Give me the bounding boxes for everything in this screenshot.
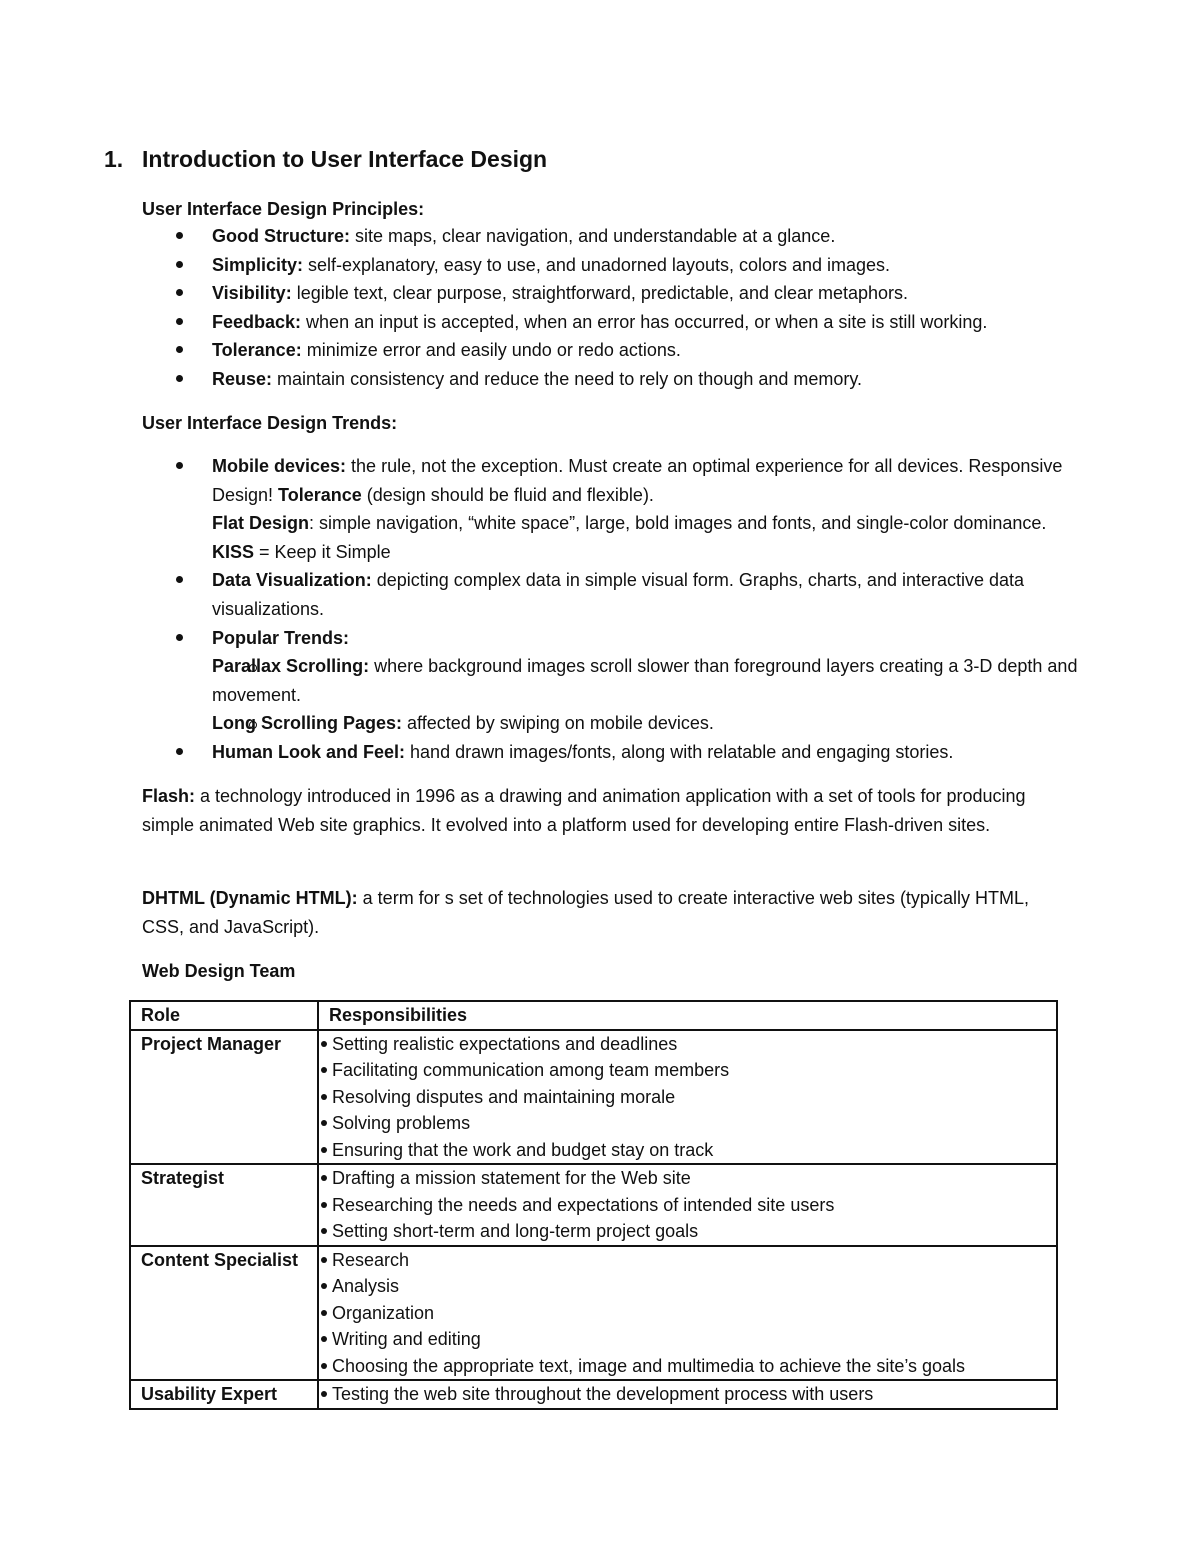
table-row — [130, 1030, 1057, 1165]
responsibility-text: Solving problems — [332, 1113, 471, 1133]
role-column-header: Role — [130, 1001, 318, 1030]
bullet-icon — [321, 1041, 327, 1047]
responsibility-text: Research — [332, 1249, 410, 1270]
table-row — [130, 1380, 1057, 1409]
responsibility-text: Organization — [332, 1302, 435, 1323]
list-item: Data Visualization: depicting complex data in simple visual form. Graphs, charts, and interactive data visualizations. — [142, 566, 1082, 623]
responsibilities-cell — [318, 1164, 1057, 1246]
responsibility-item — [321, 1031, 1052, 1058]
bullet-icon — [176, 375, 183, 382]
bullet-icon — [176, 318, 183, 325]
list-item: Tolerance: minimize error and easily undo or redo actions. — [142, 336, 1082, 365]
bullet-icon — [321, 1283, 327, 1289]
list-item: Good Structure: site maps, clear navigation, and understandable at a glance. — [142, 222, 1082, 251]
role-cell: Project Manager — [130, 1030, 318, 1165]
responsibility-item — [321, 1165, 1052, 1192]
responsibility-text: Researching the needs and expectations of intended site users — [332, 1194, 835, 1215]
list-item: Simplicity: self-explanatory, easy to use, and unadorned layouts, colors and images. — [142, 251, 1082, 280]
responsibility-item — [321, 1137, 1052, 1164]
bullet-icon — [176, 634, 183, 641]
list-item: Popular Trends: — [142, 624, 1082, 653]
responsibility-item — [321, 1057, 1052, 1084]
section-heading — [104, 142, 547, 176]
bullet-icon — [321, 1147, 327, 1153]
responsibility-item — [321, 1273, 1052, 1300]
responsibility-item — [321, 1110, 1052, 1137]
responsibility-text: Drafting a mission statement for the Web site — [332, 1168, 691, 1188]
team-title: Web Design Team — [142, 961, 296, 981]
responsibility-item — [321, 1300, 1052, 1327]
bullet-icon — [321, 1094, 327, 1100]
list-item: Visibility: legible text, clear purpose, straightforward, predictable, and clear metaphors. — [142, 279, 1082, 308]
responsibility-item — [321, 1353, 1052, 1380]
responsibilities-cell — [318, 1380, 1057, 1409]
list-item: Feedback: when an input is accepted, when an error has occurred, or when a site is still working. — [142, 308, 1082, 337]
sub-list-item: Long Scrolling Pages: affected by swiping on mobile devices. — [212, 713, 714, 734]
section-title: Introduction to User Interface Design — [142, 146, 548, 172]
bullet-icon — [176, 748, 183, 755]
table-row — [130, 1164, 1057, 1246]
responsibility-item — [321, 1084, 1052, 1111]
bullet-icon — [176, 576, 183, 583]
trends-list — [142, 452, 1082, 767]
dhtml-paragraph: DHTML (Dynamic HTML): a term for s set of technologies used to create interactive web sites (typically HTML, CSS, and JavaScript). — [142, 888, 1029, 937]
responsibility-text: Testing the web site throughout the development process with users — [332, 1384, 874, 1404]
responsibility-text: Setting realistic expectations and deadlines — [332, 1033, 678, 1054]
bullet-icon — [176, 462, 183, 469]
list-item: Mobile devices: the rule, not the exception. Must create an optimal experience for all devices. Responsive Design! Tolerance (design should be fluid and flexible). Flat Design: simple navigation, “white space”, large, bold images and fonts, and single-color dominance. KISS = Keep it Simple — [142, 452, 1082, 566]
responsibility-text: Analysis — [332, 1276, 400, 1296]
role-cell: Strategist — [130, 1164, 318, 1246]
bullet-icon — [321, 1175, 327, 1181]
responsibility-text: Choosing the appropriate text, image and multimedia to achieve the site’s goals — [332, 1355, 966, 1376]
bullet-icon — [176, 232, 183, 239]
bullet-icon — [321, 1363, 327, 1369]
responsibility-item — [321, 1247, 1052, 1274]
responsibility-text: Setting short-term and long-term project goals — [332, 1221, 699, 1241]
table-row — [130, 1246, 1057, 1381]
principles-list — [142, 222, 1082, 394]
responsibility-item — [321, 1192, 1052, 1219]
role-cell: Content Specialist — [130, 1246, 318, 1381]
sub-list-item: Parallax Scrolling: where background images scroll slower than foreground layers creating a 3-D depth and movement. — [212, 656, 1078, 705]
responsibilities-cell — [318, 1030, 1057, 1165]
role-cell: Usability Expert — [130, 1380, 318, 1409]
bullet-icon — [321, 1310, 327, 1316]
trends-title: User Interface Design Trends: — [142, 413, 398, 433]
responsibility-text: Resolving disputes and maintaining morale — [332, 1086, 676, 1107]
bullet-icon — [321, 1120, 327, 1126]
list-item: Human Look and Feel: hand drawn images/fonts, along with relatable and engaging stories. — [142, 738, 1082, 767]
responsibility-text: Facilitating communication among team members — [332, 1060, 730, 1080]
responsibility-text: Writing and editing — [332, 1329, 481, 1349]
bullet-icon — [176, 346, 183, 353]
bullet-icon — [321, 1391, 327, 1397]
bullet-icon — [321, 1202, 327, 1208]
bullet-icon — [321, 1067, 327, 1073]
team-table — [129, 1000, 1058, 1410]
responsibility-item — [321, 1218, 1052, 1245]
bullet-icon — [321, 1336, 327, 1342]
responsibilities-column-header: Responsibilities — [318, 1001, 1057, 1030]
responsibilities-cell — [318, 1246, 1057, 1381]
responsibility-item — [321, 1381, 1052, 1408]
responsibility-text: Ensuring that the work and budget stay on track — [332, 1139, 714, 1160]
principles-title: User Interface Design Principles: — [142, 199, 425, 219]
bullet-icon — [176, 261, 183, 268]
section-number: 1. — [104, 146, 124, 172]
bullet-icon — [176, 289, 183, 296]
responsibility-item — [321, 1326, 1052, 1353]
bullet-icon — [321, 1228, 327, 1234]
flash-paragraph: Flash: a technology introduced in 1996 as a drawing and animation application with a set of tools for producing simple animated Web site graphics. It evolved into a platform used for developing entire Flash-driven sites. — [142, 786, 1026, 835]
list-item: Reuse: maintain consistency and reduce the need to rely on though and memory. — [142, 365, 1082, 394]
table-header-row — [130, 1001, 1057, 1030]
bullet-icon — [321, 1257, 327, 1263]
